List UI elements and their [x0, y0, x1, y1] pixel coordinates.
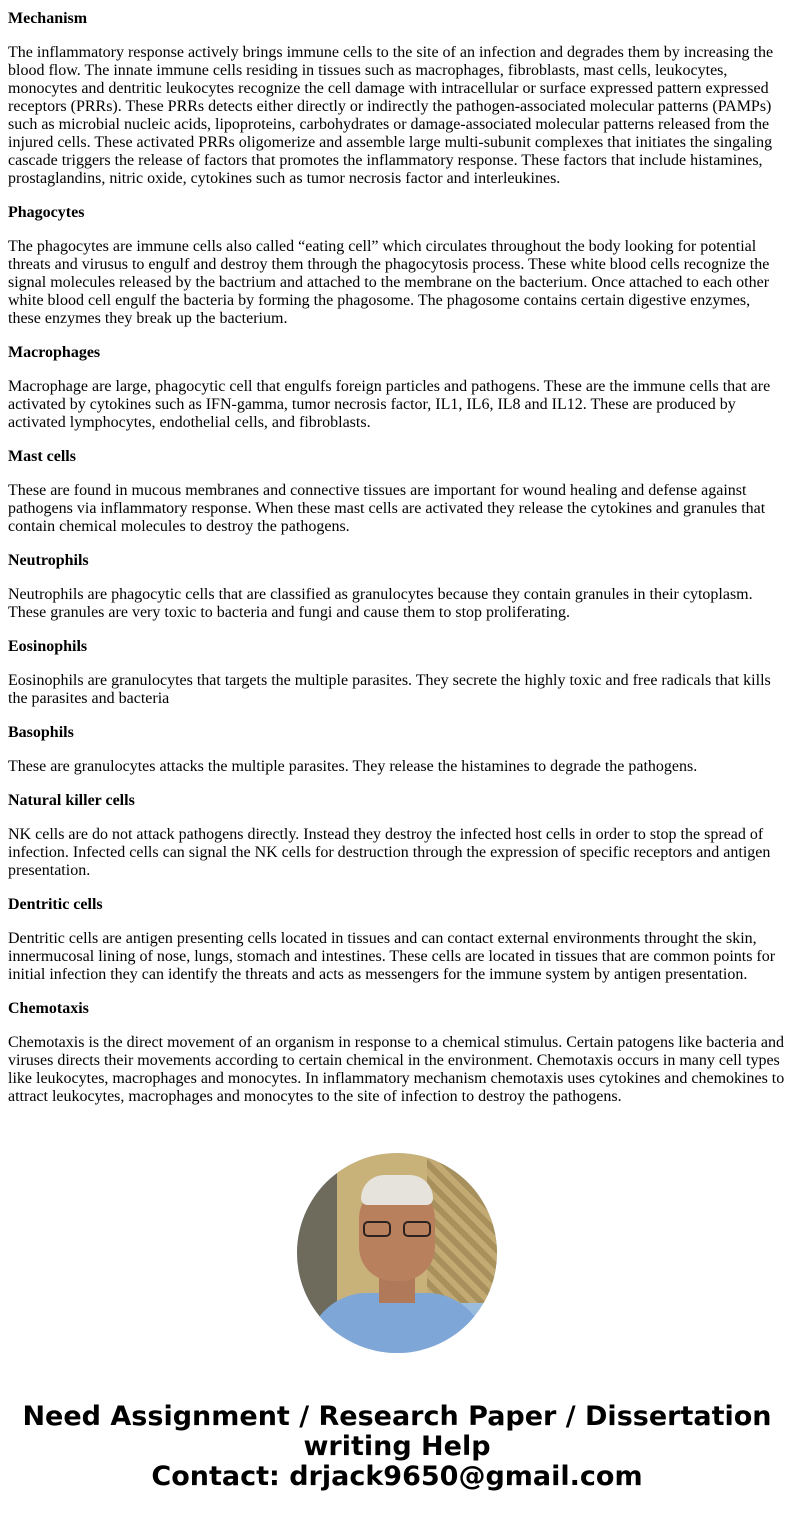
section-heading: Chemotaxis	[8, 1000, 89, 1017]
avatar-glasses	[363, 1221, 431, 1237]
section-body: Dentritic cells are antigen presenting cells located in tissues and can contact external environments throught the skin, innermucosal lining of nose, lungs, stomach and intestines. These cells are located in tissues that are common points for initial infection they can identify the threats and acts as messengers for the immune system by antigen presentation.	[8, 930, 776, 983]
article-content	[8, 10, 786, 1122]
section-dentritic-cells	[8, 896, 786, 984]
section-body: These are granulocytes attacks the multiple parasites. They release the histamines to degrade the pathogens.	[8, 758, 698, 775]
section-heading: Natural killer cells	[8, 792, 135, 809]
author-avatar	[297, 1153, 497, 1353]
section-body: Neutrophils are phagocytic cells that are classified as granulocytes because they contain granules in their cytoplasm. These granules are very toxic to bacteria and fungi and cause them to stop proliferating.	[8, 586, 753, 621]
section-natural-killer-cells	[8, 792, 786, 880]
section-heading: Macrophages	[8, 344, 101, 361]
section-heading: Mechanism	[8, 10, 88, 27]
section-heading: Phagocytes	[8, 204, 85, 221]
avatar-hair	[361, 1175, 433, 1205]
section-heading: Basophils	[8, 724, 74, 741]
section-body: Eosinophils are granulocytes that targets the multiple parasites. They secrete the highly toxic and free radicals that kills the parasites and bacteria	[8, 672, 771, 707]
contact-banner	[0, 1402, 794, 1492]
cta-headline: Need Assignment / Research Paper / Dissertation writing Help	[22, 1401, 772, 1462]
avatar-glasses-lens-left	[363, 1221, 391, 1237]
section-chemotaxis	[8, 1000, 786, 1106]
section-heading: Dentritic cells	[8, 896, 103, 913]
section-body: Macrophage are large, phagocytic cell that engulfs foreign particles and pathogens. These are the immune cells that are activated by cytokines such as IFN-gamma, tumor necrosis factor, IL1, IL6, IL8 and IL12. These are produced by activated lymphocytes, endothelial cells, and fibroblasts.	[8, 378, 771, 431]
section-heading: Eosinophils	[8, 638, 88, 655]
section-phagocytes	[8, 204, 786, 328]
cta-contact-email: Contact: drjack9650@gmail.com	[151, 1461, 643, 1492]
avatar-glasses-lens-right	[403, 1221, 431, 1237]
section-body: The phagocytes are immune cells also called “eating cell” which circulates throughout the body looking for potential threats and virusus to engulf and destroy them through the phagocytosis process. These white blood cells recognize the signal molecules released by the bactrium and attached to the membrane on the bacterium. Once attached to each other white blood cell engulf the bacteria by forming the phagosome. The phagosome contains certain digestive enzymes, these enzymes they break up the bacterium.	[8, 238, 770, 327]
section-macrophages	[8, 344, 786, 432]
section-heading: Mast cells	[8, 448, 76, 465]
section-mechanism	[8, 10, 786, 188]
section-basophils	[8, 724, 786, 776]
section-body: Chemotaxis is the direct movement of an organism in response to a chemical stimulus. Certain patogens like bacteria and viruses directs their movements according to certain chemical in the environment. Chemotaxis occurs in many cell types like leukocytes, macrophages and monocytes. In inflammatory mechanism chemotaxis uses cytokines and chemokines to attract leukocytes, macrophages and monocytes to the site of infection to destroy the pathogens.	[8, 1034, 785, 1105]
section-body: These are found in mucous membranes and connective tissues are important for wound healing and defense against pathogens via inflammatory response. When these mast cells are activated they release the cytokines and granules that contain chemical molecules to destroy the pathogens.	[8, 482, 766, 535]
section-eosinophils	[8, 638, 786, 708]
avatar-background-carving	[427, 1153, 497, 1303]
section-body: NK cells are do not attack pathogens directly. Instead they destroy the infected host cells in order to stop the spread of infection. Infected cells can signal the NK cells for destruction through the expression of specific receptors and antigen presentation.	[8, 826, 771, 879]
section-mast-cells	[8, 448, 786, 536]
section-body: The inflammatory response actively brings immune cells to the site of an infection and degrades them by increasing the blood flow. The innate immune cells residing in tissues such as macrophages, fibroblasts, mast cells, leukocytes, monocytes and dentritic leukocytes recognize the cell damage with intracellular or surface expressed pattern expressed receptors (PRRs). These PRRs detects either directly or indirectly the pathogen-associated molecular patterns (PAMPs) such as microbial nucleic acids, lipoproteins, carbohydrates or damage-associated molecular patterns released from the injured cells. These activated PRRs oligomerize and assemble large multi-subunit complexes that initiates the singaling cascade triggers the release of factors that promotes the inflammatory response. These factors that include histamines, prostaglandins, nitric oxide, cytokines such as tumor necrosis factor and interleukines.	[8, 44, 774, 187]
section-heading: Neutrophils	[8, 552, 89, 569]
section-neutrophils	[8, 552, 786, 622]
